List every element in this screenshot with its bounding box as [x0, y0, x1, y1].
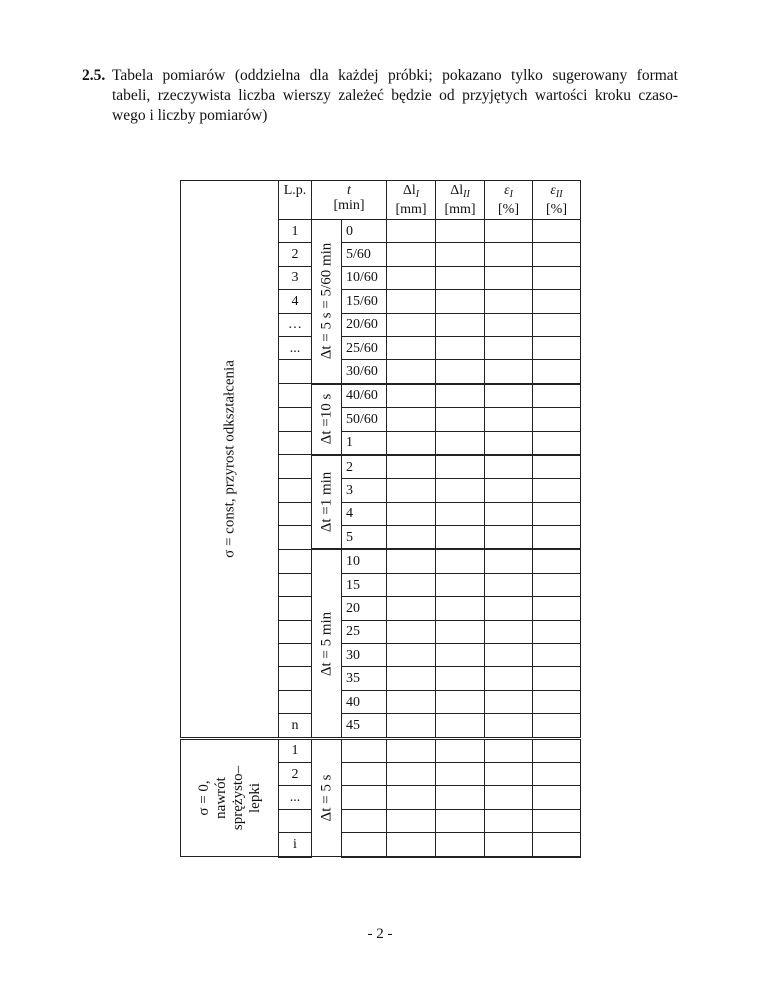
cell-dl1[interactable]	[387, 526, 436, 550]
cell-lp: 4	[279, 290, 312, 313]
cell-e1[interactable]	[485, 290, 533, 313]
cell-e2[interactable]	[533, 690, 581, 713]
cell-e1[interactable]	[485, 644, 533, 667]
cell-time	[342, 738, 387, 762]
cell-dl2[interactable]	[436, 809, 485, 832]
cell-dl1[interactable]	[387, 502, 436, 525]
recovery-label-line: lepki	[246, 782, 263, 813]
table-row	[181, 738, 581, 762]
cell-dl2[interactable]	[436, 313, 485, 336]
cell-time: 35	[342, 667, 387, 690]
cell-lp	[279, 667, 312, 690]
cell-dl1[interactable]	[387, 455, 436, 479]
load-section-label: σ = const, przyrost odkształcenia	[221, 359, 237, 558]
cell-e2[interactable]	[533, 266, 581, 289]
cell-lp: 1	[279, 220, 312, 243]
cell-e1[interactable]	[485, 266, 533, 289]
time-step-cell	[312, 384, 342, 455]
cell-dl2[interactable]	[436, 243, 485, 266]
recovery-section-label-cell	[181, 738, 279, 856]
cell-e2[interactable]	[533, 479, 581, 502]
cell-lp	[279, 809, 312, 832]
time-step-label: Δt = 5 min	[318, 611, 334, 676]
header-dl2	[436, 181, 485, 220]
cell-time: 10/60	[342, 266, 387, 289]
cell-dl1[interactable]	[387, 833, 436, 857]
cell-time: 15/60	[342, 290, 387, 313]
cell-dl2[interactable]	[436, 336, 485, 359]
time-step-label: Δt =1 min	[318, 471, 334, 533]
cell-e2[interactable]	[533, 313, 581, 336]
header-row	[181, 181, 581, 220]
cell-time: 0	[342, 220, 387, 243]
header-e2	[533, 181, 581, 220]
cell-e1[interactable]	[485, 526, 533, 550]
cell-dl1[interactable]	[387, 408, 436, 431]
time-step-label: Δt = 5 s = 5/60 min	[318, 243, 334, 360]
cell-time: 20/60	[342, 313, 387, 336]
header-time-symbol: t	[347, 183, 351, 198]
cell-e1[interactable]	[485, 431, 533, 455]
cell-dl1[interactable]	[387, 714, 436, 738]
cell-dl1[interactable]	[387, 431, 436, 455]
time-step-cell	[312, 455, 342, 550]
cell-lp: 2	[279, 762, 312, 785]
cell-dl2[interactable]	[436, 762, 485, 785]
cell-e2[interactable]	[533, 597, 581, 620]
time-step-cell	[312, 220, 342, 384]
cell-dl2[interactable]	[436, 690, 485, 713]
description-line-2: tabeli, rzeczywista liczba wierszy zależeć będzie od przyjętych wartości kroku czaso-	[112, 87, 678, 104]
recovery-label-line: sprężysto–	[229, 765, 246, 830]
cell-e1[interactable]	[485, 408, 533, 431]
cell-e2[interactable]	[533, 786, 581, 809]
cell-time: 4	[342, 502, 387, 525]
cell-e2[interactable]	[533, 738, 581, 762]
cell-dl2[interactable]	[436, 502, 485, 525]
cell-dl1[interactable]	[387, 762, 436, 785]
header-dl2-sub: II	[463, 189, 470, 200]
cell-lp	[279, 526, 312, 550]
cell-time: 25	[342, 620, 387, 643]
section-description	[112, 66, 678, 126]
header-lp: L.p.	[279, 181, 312, 220]
cell-dl2[interactable]	[436, 573, 485, 596]
page-number: - 2 -	[367, 926, 393, 942]
cell-time: 1	[342, 431, 387, 455]
cell-time	[342, 833, 387, 857]
header-e2-symbol: ε	[550, 183, 556, 198]
cell-lp	[279, 690, 312, 713]
cell-e1[interactable]	[485, 573, 533, 596]
header-e1-unit: [%]	[498, 202, 519, 217]
cell-e2[interactable]	[533, 620, 581, 643]
measurement-table	[180, 180, 581, 858]
cell-lp: …	[279, 313, 312, 336]
cell-dl1[interactable]	[387, 336, 436, 359]
cell-e1[interactable]	[485, 313, 533, 336]
cell-time	[342, 762, 387, 785]
cell-time: 2	[342, 455, 387, 479]
cell-e2[interactable]	[533, 431, 581, 455]
cell-time: 5	[342, 526, 387, 550]
cell-time: 30/60	[342, 360, 387, 384]
cell-dl2[interactable]	[436, 786, 485, 809]
cell-e2[interactable]	[533, 408, 581, 431]
cell-e2[interactable]	[533, 833, 581, 857]
load-section-label-cell	[181, 181, 279, 739]
cell-e1[interactable]	[485, 762, 533, 785]
cell-dl1[interactable]	[387, 360, 436, 384]
cell-dl2[interactable]	[436, 620, 485, 643]
cell-lp	[279, 620, 312, 643]
cell-time: 10	[342, 549, 387, 573]
cell-e2[interactable]	[533, 809, 581, 832]
cell-lp: 3	[279, 266, 312, 289]
cell-e1[interactable]	[485, 502, 533, 525]
cell-e1[interactable]	[485, 220, 533, 243]
cell-dl1[interactable]	[387, 573, 436, 596]
cell-dl1[interactable]	[387, 809, 436, 832]
cell-time: 5/60	[342, 243, 387, 266]
cell-e1[interactable]	[485, 833, 533, 857]
cell-e1[interactable]	[485, 690, 533, 713]
description-line-1: Tabela pomiarów (oddzielna dla każdej próbki; pokazano tylko sugerowany format	[112, 67, 678, 84]
cell-e1[interactable]	[485, 809, 533, 832]
cell-lp	[279, 360, 312, 384]
header-time	[312, 181, 387, 220]
cell-dl2[interactable]	[436, 526, 485, 550]
header-e2-sub: II	[555, 189, 563, 200]
cell-lp	[279, 431, 312, 455]
cell-dl1[interactable]	[387, 266, 436, 289]
cell-dl1[interactable]	[387, 549, 436, 573]
header-dl1-unit: [mm]	[395, 202, 427, 217]
cell-dl2[interactable]	[436, 360, 485, 384]
time-step-cell	[312, 738, 342, 856]
cell-dl2[interactable]	[436, 597, 485, 620]
cell-e2[interactable]	[533, 243, 581, 266]
cell-dl2[interactable]	[436, 549, 485, 573]
cell-lp: i	[279, 833, 312, 857]
cell-dl1[interactable]	[387, 384, 436, 408]
cell-e1[interactable]	[485, 479, 533, 502]
cell-dl2[interactable]	[436, 667, 485, 690]
cell-e2[interactable]	[533, 384, 581, 408]
cell-e1[interactable]	[485, 597, 533, 620]
header-dl1	[387, 181, 436, 220]
cell-dl1[interactable]	[387, 220, 436, 243]
recovery-label-line: σ = 0,	[195, 780, 212, 816]
cell-lp: 1	[279, 738, 312, 762]
cell-time: 45	[342, 714, 387, 738]
cell-dl2[interactable]	[436, 408, 485, 431]
cell-lp	[279, 408, 312, 431]
cell-e2[interactable]	[533, 526, 581, 550]
cell-lp	[279, 455, 312, 479]
cell-dl2[interactable]	[436, 479, 485, 502]
cell-dl2[interactable]	[436, 833, 485, 857]
cell-dl2[interactable]	[436, 455, 485, 479]
cell-dl1[interactable]	[387, 597, 436, 620]
cell-e1[interactable]	[485, 360, 533, 384]
cell-lp	[279, 502, 312, 525]
cell-lp	[279, 644, 312, 667]
cell-e1[interactable]	[485, 243, 533, 266]
cell-dl2[interactable]	[436, 431, 485, 455]
cell-e2[interactable]	[533, 573, 581, 596]
cell-lp: ...	[279, 786, 312, 809]
time-step-cell	[312, 549, 342, 738]
cell-dl1[interactable]	[387, 786, 436, 809]
description-line-3: wego i liczby pomiarów)	[112, 107, 268, 124]
header-dl2-unit: [mm]	[444, 202, 476, 217]
cell-e2[interactable]	[533, 220, 581, 243]
recovery-section-label	[196, 766, 264, 830]
cell-time: 3	[342, 479, 387, 502]
time-step-label: Δt = 5 s	[318, 774, 334, 822]
cell-lp: n	[279, 714, 312, 738]
cell-time	[342, 786, 387, 809]
cell-e2[interactable]	[533, 644, 581, 667]
header-e2-unit: [%]	[546, 202, 567, 217]
cell-dl2[interactable]	[436, 220, 485, 243]
cell-e1[interactable]	[485, 667, 533, 690]
cell-time: 40/60	[342, 384, 387, 408]
cell-e2[interactable]	[533, 762, 581, 785]
cell-time: 20	[342, 597, 387, 620]
cell-dl1[interactable]	[387, 667, 436, 690]
cell-e2[interactable]	[533, 549, 581, 573]
cell-e2[interactable]	[533, 502, 581, 525]
cell-e2[interactable]	[533, 290, 581, 313]
cell-lp: ...	[279, 336, 312, 359]
cell-dl1[interactable]	[387, 620, 436, 643]
cell-time: 40	[342, 690, 387, 713]
cell-dl1[interactable]	[387, 479, 436, 502]
cell-dl1[interactable]	[387, 690, 436, 713]
cell-lp	[279, 549, 312, 573]
header-e1	[485, 181, 533, 220]
header-e1-symbol: ε	[504, 183, 510, 198]
cell-dl1[interactable]	[387, 290, 436, 313]
cell-e2[interactable]	[533, 455, 581, 479]
cell-dl1[interactable]	[387, 243, 436, 266]
cell-lp	[279, 384, 312, 408]
cell-dl2[interactable]	[436, 644, 485, 667]
cell-e1[interactable]	[485, 549, 533, 573]
cell-dl1[interactable]	[387, 313, 436, 336]
cell-lp: 2	[279, 243, 312, 266]
cell-e2[interactable]	[533, 714, 581, 738]
cell-dl2[interactable]	[436, 714, 485, 738]
header-dl1-sub: I	[415, 189, 420, 200]
cell-lp	[279, 597, 312, 620]
cell-e2[interactable]	[533, 360, 581, 384]
cell-e1[interactable]	[485, 384, 533, 408]
cell-e2[interactable]	[533, 336, 581, 359]
cell-dl2[interactable]	[436, 266, 485, 289]
time-step-label: Δt =10 s	[318, 394, 334, 445]
cell-dl1[interactable]	[387, 644, 436, 667]
cell-time: 50/60	[342, 408, 387, 431]
cell-e2[interactable]	[533, 667, 581, 690]
section-number: 2.5.	[82, 67, 106, 84]
header-dl1-symbol: Δl	[402, 183, 416, 198]
cell-e1[interactable]	[485, 738, 533, 762]
cell-time	[342, 809, 387, 832]
cell-time: 15	[342, 573, 387, 596]
header-dl2-symbol: Δl	[450, 183, 464, 198]
cell-time: 30	[342, 644, 387, 667]
cell-e1[interactable]	[485, 455, 533, 479]
cell-dl2[interactable]	[436, 384, 485, 408]
cell-dl1[interactable]	[387, 738, 436, 762]
cell-dl2[interactable]	[436, 738, 485, 762]
cell-dl2[interactable]	[436, 290, 485, 313]
cell-e1[interactable]	[485, 714, 533, 738]
cell-lp	[279, 479, 312, 502]
cell-e1[interactable]	[485, 620, 533, 643]
header-e1-sub: I	[509, 189, 513, 200]
cell-lp	[279, 573, 312, 596]
cell-e1[interactable]	[485, 786, 533, 809]
cell-time: 25/60	[342, 336, 387, 359]
recovery-label-line: nawrót	[212, 776, 229, 819]
cell-e1[interactable]	[485, 336, 533, 359]
header-time-unit: [min]	[333, 198, 365, 213]
